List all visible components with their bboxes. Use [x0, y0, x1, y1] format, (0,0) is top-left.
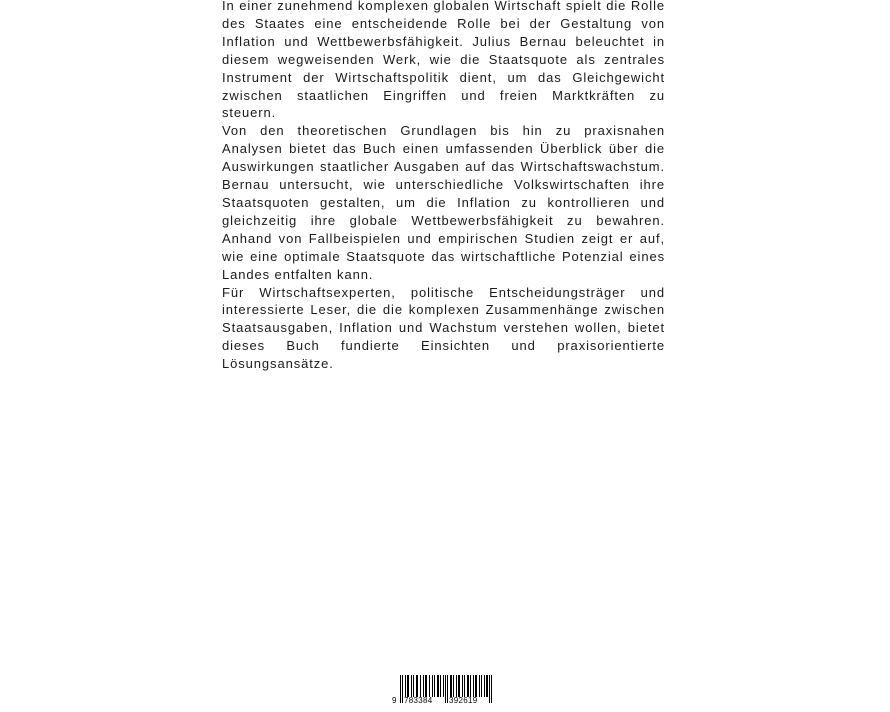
barcode-bar [453, 675, 454, 697]
isbn-barcode [392, 675, 494, 707]
barcode-bar [462, 675, 463, 697]
barcode-bar [464, 675, 465, 697]
barcode-bar [416, 675, 418, 697]
barcode-bar [443, 675, 444, 697]
barcode-bar [467, 675, 469, 697]
barcode-bar [434, 675, 435, 697]
barcode-bar [400, 675, 401, 703]
blurb-paragraph: Für Wirtschaftsexperten, politische Entscheidungsträger und interessierte Leser, die die komplexen Zusammenhänge zwischen Staatsausgaben, Inflation und Wachstum verstehen wollen, bietet dieses Buch fundierte Einsichten und praxisorientierte Lösungsansätze. [222, 284, 665, 372]
back-cover-blurb [222, 0, 665, 373]
blurb-paragraph: Von den theoretischen Grundlagen bis hin zu praxisnahen Analysen bietet das Buch einen umfassenden Überblick über die Auswirkungen staatlicher Ausgaben auf das Wirtschaftswachstum. Bernau untersucht, wie unterschiedliche Volkswirtschaften ihre Staatsquoten gestalten, um die Inflation zu kontrollieren und gleichzeitig ihre globale Wettbewerbsfähigkeit zu bewahren. Anhand von Fallbeispielen und empirischen Studien zeigt er auf, wie eine optimale Staatsquote das wirtschaftliche Potenzial eines Landes entfalten kann. [222, 123, 665, 282]
barcode-bar [491, 675, 492, 703]
barcode-bar [411, 675, 412, 697]
barcode-bar [402, 675, 403, 703]
barcode-bar [437, 675, 439, 697]
barcode-bar [445, 675, 446, 703]
barcode-left-digits: 783384 [404, 696, 433, 705]
barcode-bar [440, 675, 441, 697]
barcode-bar [489, 675, 490, 703]
barcode-bar [470, 675, 471, 697]
barcode-bar [479, 675, 480, 697]
barcode-bar [484, 675, 485, 697]
barcode-bar [413, 675, 414, 697]
barcode-bar [456, 675, 457, 697]
barcode-bar [447, 675, 448, 703]
barcode-bar [420, 675, 421, 697]
barcode-bar [450, 675, 452, 697]
barcode-right-digits: 392619 [449, 696, 478, 705]
blurb-paragraph: In einer zunehmend komplexen globalen Wirtschaft spielt die Rolle des Staates eine entscheidende Rolle bei der Gestaltung von Inflation und Wettbewerbsfähigkeit. Julius Bernau beleuchtet in diesem wegweisenden Werk, wie die Staatsquote als zentrales Instrument der Wirtschaftspolitik dient, um das Gleichgewicht zwischen staatlichen Eingriffen und freien Marktkräften zu steuern. [222, 0, 665, 121]
barcode-bar [481, 675, 482, 697]
barcode-bar [475, 675, 477, 697]
barcode-bar [486, 675, 488, 697]
barcode-bar [407, 675, 409, 697]
barcode-bar [432, 675, 433, 697]
barcode-bar [423, 675, 424, 697]
barcode-bar [425, 675, 427, 697]
barcode-bar [405, 675, 406, 697]
barcode-bar [429, 675, 430, 697]
barcode-bar [473, 675, 474, 697]
barcode-bar [458, 675, 460, 697]
barcode-first-digit: 9 [392, 696, 397, 705]
